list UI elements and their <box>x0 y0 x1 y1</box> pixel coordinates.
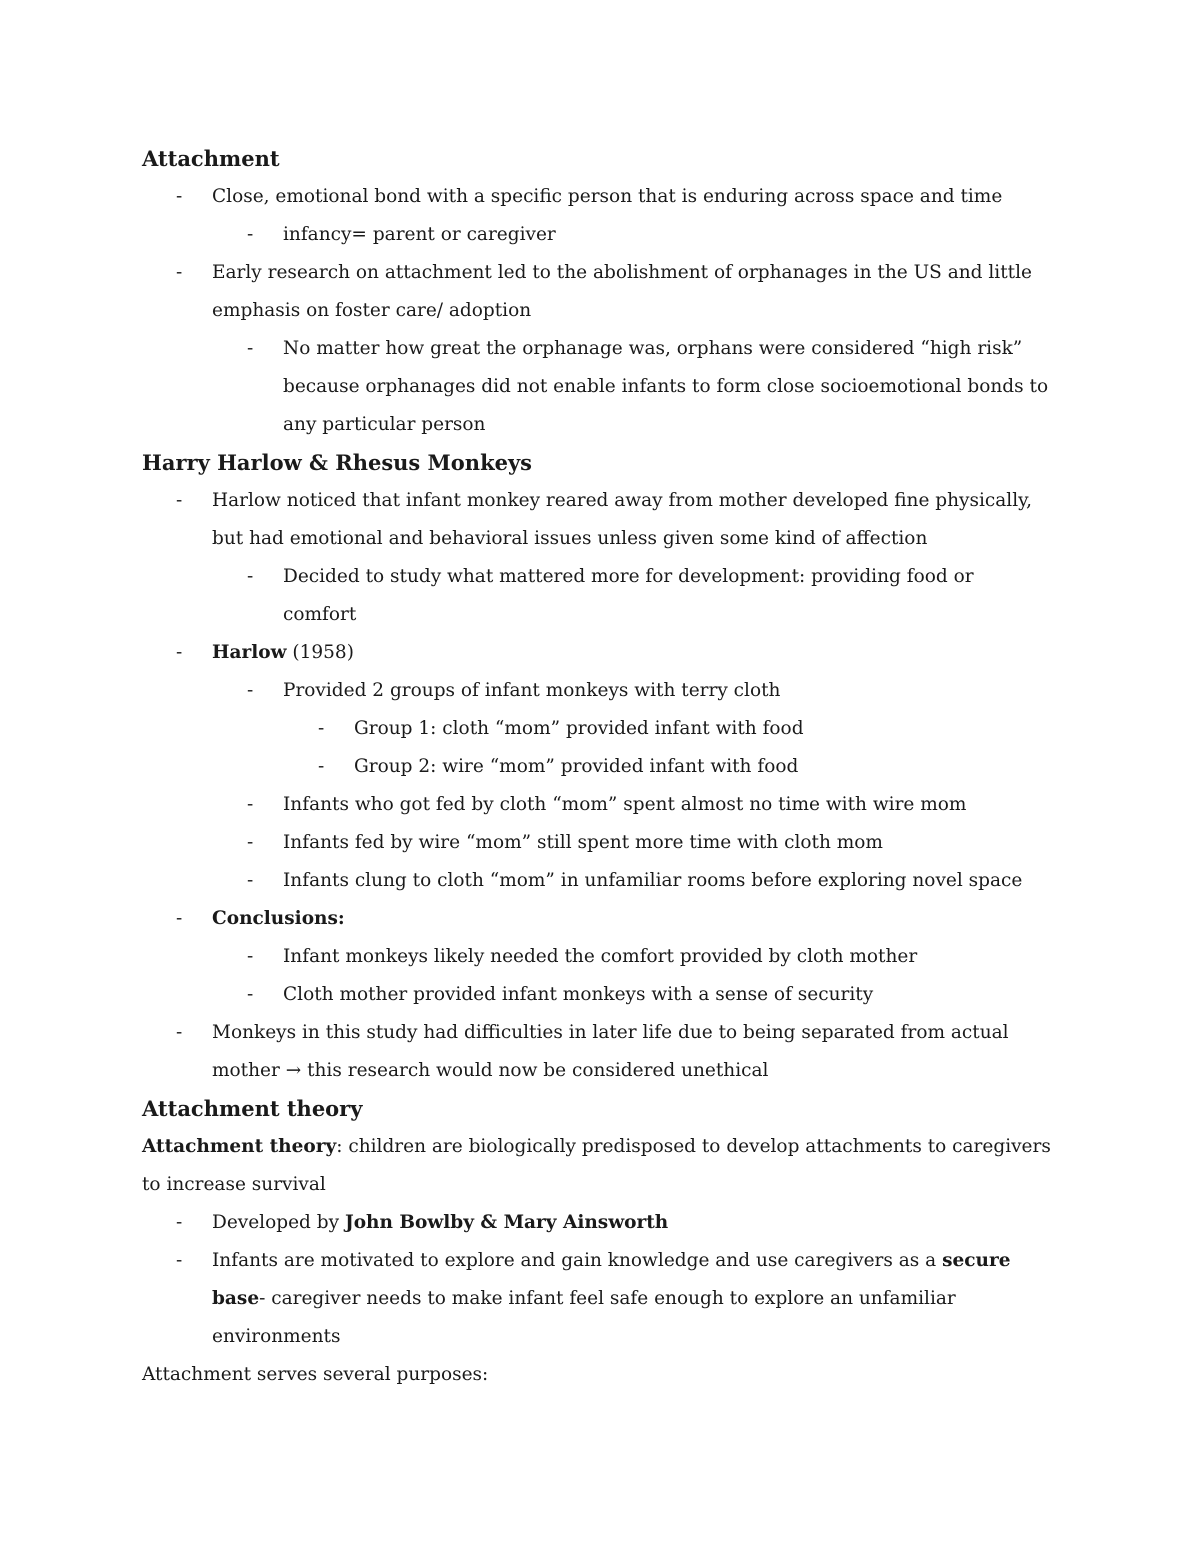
bullet-dash: - <box>247 794 254 815</box>
bullet-dash: - <box>176 1212 183 1233</box>
bullet-item <box>142 482 1072 558</box>
bullet-text-line: environments <box>212 1326 341 1347</box>
bullet-text-rest: - caregiver needs to make infant feel safe enough to explore an unfamiliar <box>259 1288 956 1309</box>
bullet-text-line: mother → this research would now be considered unethical <box>212 1060 769 1081</box>
bullet-text <box>212 900 1072 938</box>
bullet-text: Infants clung to cloth “mom” in unfamiliar rooms before exploring novel space <box>283 870 1023 891</box>
bullet-item <box>142 900 1072 938</box>
bullet-text-line: comfort <box>283 604 357 625</box>
bullet-text: Group 2: wire “mom” provided infant with food <box>354 756 799 777</box>
sub-bullet-item <box>142 558 1072 634</box>
bullet-text-line <box>212 1242 1072 1280</box>
sub-sub-bullet-item <box>142 710 1072 748</box>
bullet-text: Infants fed by wire “mom” still spent more time with cloth mom <box>283 832 883 853</box>
bullet-dash: - <box>247 680 254 701</box>
bullet-dash: - <box>247 984 254 1005</box>
bullet-dash: - <box>318 718 325 739</box>
bullet-text-line: Decided to study what mattered more for development: providing food or <box>283 566 974 587</box>
bullet-text-pre: Infants are motivated to explore and gain knowledge and use caregivers as a <box>212 1250 943 1271</box>
sub-bullet-item <box>142 672 1072 710</box>
bold-term: secure <box>942 1250 1011 1271</box>
section-heading-attachment-theory: Attachment theory <box>142 1096 363 1121</box>
bullet-item <box>142 178 1072 216</box>
bullet-dash: - <box>247 832 254 853</box>
sub-bullet-item <box>142 938 1072 976</box>
bullet-text-rest: (1958) <box>286 642 354 663</box>
bold-term: John Bowlby & Mary Ainsworth <box>344 1212 669 1233</box>
sub-bullet-item <box>142 976 1072 1014</box>
bullet-text: Infants who got fed by cloth “mom” spent almost no time with wire mom <box>283 794 967 815</box>
sub-bullet-item <box>142 330 1072 444</box>
bullet-text: infancy= parent or caregiver <box>283 224 556 245</box>
bullet-dash: - <box>176 186 183 207</box>
bullet-dash: - <box>318 756 325 777</box>
bullet-dash: - <box>176 908 183 929</box>
bullet-text: Provided 2 groups of infant monkeys with terry cloth <box>283 680 781 701</box>
sub-sub-bullet-item <box>142 748 1072 786</box>
bullet-text-line: but had emotional and behavioral issues unless given some kind of affection <box>212 528 928 549</box>
bold-term: Attachment theory <box>142 1136 337 1157</box>
bullet-text-line: because orphanages did not enable infants to form close socioemotional bonds to <box>283 376 1049 397</box>
bullet-dash: - <box>247 870 254 891</box>
bullet-item <box>142 634 1072 672</box>
bullet-text-line <box>212 1280 1072 1318</box>
bullet-dash: - <box>247 338 254 359</box>
section-heading-harlow: Harry Harlow & Rhesus Monkeys <box>142 450 533 475</box>
bold-term: Conclusions: <box>212 908 345 929</box>
bullet-item <box>142 254 1072 330</box>
bullet-dash: - <box>247 224 254 245</box>
bullet-text: Close, emotional bond with a specific person that is enduring across space and time <box>212 186 1003 207</box>
document-content <box>142 140 1072 1394</box>
bold-term: Harlow <box>212 642 287 663</box>
bullet-text: Cloth mother provided infant monkeys with a sense of security <box>283 984 874 1005</box>
sub-bullet-item <box>142 824 1072 862</box>
definition-text: : children are biologically predisposed to develop attachments to caregivers <box>336 1136 1051 1157</box>
bullet-item <box>142 1204 1072 1242</box>
bullet-dash: - <box>176 642 183 663</box>
sub-bullet-item <box>142 216 1072 254</box>
bullet-text-line: any particular person <box>283 414 486 435</box>
bullet-text-line: Monkeys in this study had difficulties in later life due to being separated from actual <box>212 1022 1009 1043</box>
sub-bullet-item <box>142 786 1072 824</box>
bullet-text-line: Harlow noticed that infant monkey reared away from mother developed fine physically, <box>212 490 1033 511</box>
bullet-text-pre: Developed by <box>212 1212 345 1233</box>
section-heading-attachment: Attachment <box>142 146 280 171</box>
bullet-dash: - <box>247 946 254 967</box>
bullet-item <box>142 1014 1072 1090</box>
bold-term: base <box>212 1288 260 1309</box>
bullet-dash: - <box>247 566 254 587</box>
bullet-text <box>212 1204 1072 1242</box>
definition-line <box>142 1128 1072 1166</box>
bullet-dash: - <box>176 1022 183 1043</box>
bullet-text: Group 1: cloth “mom” provided infant with food <box>354 718 804 739</box>
bullet-text-line: No matter how great the orphanage was, orphans were considered “high risk” <box>283 338 1023 359</box>
bullet-dash: - <box>176 262 183 283</box>
bullet-dash: - <box>176 1250 183 1271</box>
bullet-item <box>142 1242 1072 1356</box>
paragraph-line: Attachment serves several purposes: <box>142 1364 489 1385</box>
bullet-dash: - <box>176 490 183 511</box>
sub-bullet-item <box>142 862 1072 900</box>
bullet-text-line: Early research on attachment led to the abolishment of orphanages in the US and little <box>212 262 1032 283</box>
bullet-text-line: emphasis on foster care/ adoption <box>212 300 532 321</box>
definition-line: to increase survival <box>142 1174 326 1195</box>
bullet-text <box>212 634 1072 672</box>
bullet-text: Infant monkeys likely needed the comfort provided by cloth mother <box>283 946 918 967</box>
